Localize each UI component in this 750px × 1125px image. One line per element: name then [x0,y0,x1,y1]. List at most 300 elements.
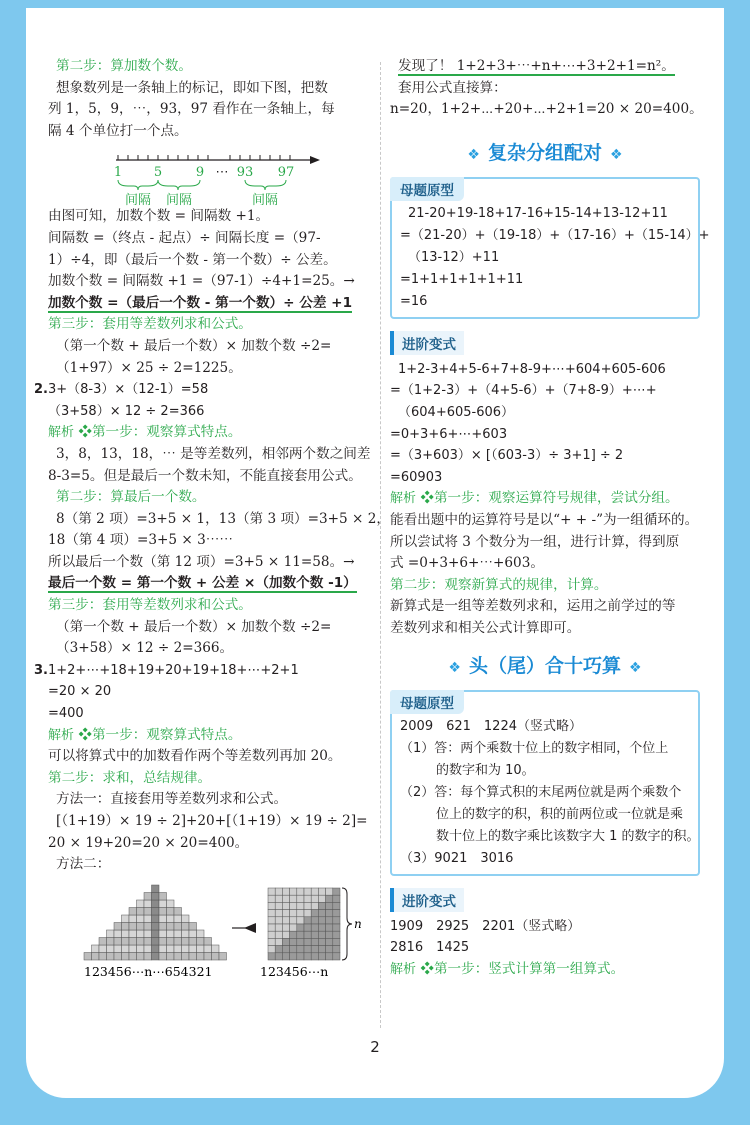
grid-cell [174,945,182,953]
page-number: 2 [370,1038,380,1056]
grid-cell [174,952,182,960]
box-line: （13-12）+11 [408,249,500,265]
grid-cell [159,900,167,908]
grid-cell [311,953,318,960]
grid-cell [182,945,190,953]
grid-cell [137,930,145,938]
grid-cell [297,945,304,952]
grid-cell [311,909,318,916]
grid-cell [189,922,197,930]
text-line: 由图可知，加数个数 = 间隔数 +1。 [48,208,270,225]
grid-cell [326,917,333,924]
grid-cell [290,945,297,952]
item-tag: （2） [400,784,435,800]
text-line: 差数列求和相关公式计算即可。 [390,619,581,636]
grid-cell [282,924,289,931]
grid-cell [282,931,289,938]
grid-cell [304,953,311,960]
grid-cell [326,924,333,931]
grid-cell [137,945,145,953]
grid-cell [268,945,275,952]
grid-cell [326,902,333,909]
discovery-formula: 发现了！ 1+2+3+⋯+n+⋯+3+2+1=n²。 [398,58,675,74]
answer-line: （3+58）× 12 ÷ 2=366 [48,403,205,419]
grid-cell [304,945,311,952]
grid-cell [297,917,304,924]
gap-label: 间隔 [124,193,152,207]
grid-cell [129,922,137,930]
grid-cell [152,892,160,900]
grid-cell [144,930,152,938]
grid-cell [182,952,190,960]
gap-label: 间隔 [251,193,279,207]
grid-cell [297,931,304,938]
grid-cell [159,907,167,915]
grid-cell [311,938,318,945]
grid-cell [326,909,333,916]
left-column: 第二步：算加数个数。 想象数列是一条轴上的标记，即如下图，把数 列 1，5，9，⋯，93，97 看作在一条轴上，每 隔 4 个单位打一个点。 1 5 9 ⋯ 93 97 间隔 间隔 间隔 由图可知，加数个数 = 间隔数 +1。 间隔数 =（终点 - 起点）÷ 间隔长度 =（97- 1）÷4，即（最后一个数 - 第一个数）÷ 公差。 加数个数 = 间隔数 +1 =（97-1）÷4+1=25。→ 加数个数 =（最后一个数 - 第一个数）÷ 公差 +1 第三步：套用等差数列求和公式。 （第一个数 + 最后一个数）× 加数个数 ÷2= （1+97）× 25 ÷ 2=1225。 2.3+（8-3）×（12-1）=58 （3+58）× 12 ÷ 2=366 解析 ❖第一步：观察算式特点。 3，8，13，18，⋯ 是等差数列，相邻两个数之间差 8-3=5。但是最后一个数未知，不能直接套用公式。 第二步：算最后一个数。 8（第 2 项）=3+5 × 1，13（第 3 项）=3+5 × 2， 18（第 4 项）=3+5 × 3⋯⋯ 所以最后一个数（第 12 项）=3+5 × 11=58。→ 最后一个数 = 第一个数 + 公差 ×（加数个数 -1） 第三步：套用等差数列求和公式。 （第一个数 + 最后一个数）× 加数个数 ÷2= （3+58）× 12 ÷ 2=366。 3.1+2+⋯+18+19+20+19+18+⋯+2+1 =20 × 20 =400 解析 ❖第一步：观察算式特点。 可以将算式中的加数看作两个等差数列再加 20。 第二步：求和，总结规律。 方法一：直接套用等差数列求和公式。 [（1+19）× 19 ÷ 2]+20+[（1+19）× 19 ÷ 2]= 20 × 19+20=20 × 20=400。 方法二： n 123456⋯n⋯654321 123456⋯n [34,58,390,979]
grid-cell [167,922,175,930]
right-column: 发现了！ 1+2+3+⋯+n+⋯+3+2+1=n²。 套用公式直接算： n=20，1+2+⋯+20+⋯+2+1=20 × 20=400。 ❖ 复杂分组配对 ❖ 母题原型 21-20+19-18+17-16+15-14+13-12+11 =（21-20）+（19-18）+（17-16）+（15-14）+ （13-12）+11 =1+1+1+1+1+11 =16 进阶变式 1+2-3+4+5-6+7+8-9+⋯+604+605-606 =（1+2-3）+（4+5-6）+（7+8-9）+⋯+ （604+605-606） =0+3+6+⋯+603 =（3+603）× [（603-3）÷ 3+1] ÷ 2 =60903 解析 ❖第一步：观察运算符号规律，尝试分组。 能看出题中的运算符号是以“+ + -”为一组循环的。 所以尝试将 3 个数分为一组，进行计算，得到原 式 =0+3+6+⋯+603。 第二步：观察新算式的规律，计算。 新算式是一组等差数列求和，运用之前学过的等 差数列求和相关公式计算即可。 ❖ 头（尾）合十巧算 ❖ 母题原型 2009 621 1224（竖式略） （1）答：两个乘数十位上的数字相同，个位上 的数字和为 10。 （2）答：每个算式积的末尾两位就是两个乘数个 位上的数字的积，积的前两位或一位就是乘 数十位上的数字乘比该数字大 1 的数字的积。 （3）9021 3016 进阶变式 1909 2925 2201（竖式略） 2816 1425 解析 ❖第一步：竖式计算第一组算式。 [390,58,710,977]
text-line: 套用公式直接算： [398,79,507,96]
grid-cell [99,945,107,953]
text-line: 18（第 4 项）=3+5 × 3⋯⋯ [48,532,233,549]
gap-label: 间隔 [165,193,193,207]
grid-cell [182,937,190,945]
grid-cell [318,924,325,931]
grid-cell [282,902,289,909]
grid-cell [304,909,311,916]
text-line: [（1+19）× 19 ÷ 2]+20+[（1+19）× 19 ÷ 2]= [56,813,368,829]
step-heading: 第一步：观察运算符号规律，尝试分组。 [433,490,679,507]
variant-line: 1909 2925 2201（竖式略） [390,918,581,934]
grid-cell [304,931,311,938]
grid-cell [311,924,318,931]
grid-cell [159,930,167,938]
box-line: =（21-20）+（19-18）+（17-16）+（15-14）+ [400,227,710,243]
square-caption: 123456⋯n [260,963,329,979]
grid-cell [144,900,152,908]
grid-cell [197,930,205,938]
grid-cell [204,937,212,945]
grid-cell [333,895,340,902]
grid-cell [152,952,160,960]
grid-cell [304,924,311,931]
grid-cell [167,930,175,938]
grid-cell [304,902,311,909]
grid-cell [304,938,311,945]
variant-line: （604+605-606） [398,404,515,420]
box-line: 位上的数字的积，积的前两位或一位就是乘 [436,806,684,822]
box-label: 母题原型 [390,690,464,714]
grid-cell [268,924,275,931]
box-label: 母题原型 [390,177,464,201]
diamond-icon: ❖ [629,659,642,676]
grid-cell [268,938,275,945]
grid-cell [167,900,175,908]
grid-cell [122,930,130,938]
text-line: 1）÷4，即（最后一个数 - 第一个数）÷ 公差。 [48,251,337,268]
grid-cell [290,938,297,945]
grid-cell [333,938,340,945]
grid-cell [318,895,325,902]
step-heading: 第三步：套用等差数列求和公式。 [48,597,252,614]
grid-cell [282,888,289,895]
box-line: 21-20+19-18+17-16+15-14+13-12+11 [408,205,668,221]
grid-cell [326,931,333,938]
grid-cell [152,907,160,915]
answer-line: =20 × 20 [48,684,112,700]
grid-cell [268,909,275,916]
text-line: 列 1，5，9，⋯，93，97 看作在一条轴上，每 [48,101,335,118]
answer-line: =400 [48,706,84,722]
text-line: 间隔数 =（终点 - 起点）÷ 间隔长度 =（97- [48,229,321,246]
analysis-label: 解析 [390,961,417,977]
analysis-label: 解析 [390,491,417,507]
grid-cell [290,924,297,931]
text-line: 8-3=5。但是最后一个数未知，不能直接套用公式。 [48,467,362,484]
grid-cell [189,937,197,945]
grid-cell [182,930,190,938]
grid-cell [152,885,160,893]
grid-cell [144,937,152,945]
grid-cell [167,907,175,915]
variant-tag: 进阶变式 [390,888,464,912]
column-divider [380,62,381,1028]
grid-cell [275,895,282,902]
grid-cell [333,917,340,924]
step-heading: 第二步：求和，总结规律。 [48,769,212,786]
grid-cell [275,938,282,945]
diamond-icon: ❖ [467,146,480,163]
grid-cell [137,952,145,960]
grid-cell [219,952,227,960]
grid-cell [326,953,333,960]
variant-line: 2816 1425 [390,940,470,956]
grid-cell [122,952,130,960]
staircase-figure [48,880,372,980]
n-label: n [354,916,362,931]
grid-cell [144,915,152,923]
grid-cell [275,945,282,952]
grid-cell [268,902,275,909]
grid-cell [318,938,325,945]
grid-cell [107,930,115,938]
grid-cell [197,937,205,945]
diamond-icon: ❖ [610,146,623,163]
grid-cell [99,937,107,945]
grid-cell [129,937,137,945]
grid-cell [318,953,325,960]
box-line: 数十位上的数字乘比该数字大 1 的数字的积。 [436,828,700,844]
axis-label: 9 [195,165,205,181]
grid-cell [290,917,297,924]
grid-cell [333,888,340,895]
grid-cell [282,945,289,952]
problem-number: 3. [34,662,48,678]
step-heading: 第一步：观察算式特点。 [91,726,242,743]
box-line: 答：每个算式积的末尾两位就是两个乘数个 [434,784,682,800]
grid-cell [290,953,297,960]
grid-cell [268,917,275,924]
grid-cell [137,907,145,915]
grid-cell [311,888,318,895]
grid-cell [290,909,297,916]
variant-line: =60903 [390,469,443,485]
variant-line: =0+3+6+⋯+603 [390,426,508,442]
grid-cell [159,952,167,960]
grid-cell [304,888,311,895]
grid-cell [275,917,282,924]
axis-label: ⋯ [215,165,229,181]
grid-cell [204,952,212,960]
grid-cell [114,922,122,930]
grid-cell [129,952,137,960]
text-line: 方法一：直接套用等差数列求和公式。 [56,791,288,808]
text-line: 可以将算式中的加数看作两个等差数列再加 20。 [48,748,342,765]
grid-cell [297,909,304,916]
grid-cell [107,937,115,945]
grid-cell [326,938,333,945]
variant-line: =（3+603）× [（603-3）÷ 3+1] ÷ 2 [390,448,624,464]
grid-cell [152,922,160,930]
grid-cell [311,945,318,952]
text-line: 隔 4 个单位打一个点。 [48,122,188,139]
analysis-label: 解析 [48,425,75,441]
grid-cell [311,895,318,902]
problem-number: 2. [34,382,48,398]
grid-cell [159,915,167,923]
grid-cell [311,931,318,938]
grid-cell [137,900,145,908]
grid-cell [297,938,304,945]
grid-cell [107,952,115,960]
box-line: 2009 621 1224（竖式略） [400,718,582,734]
grid-cell [282,909,289,916]
variant-line: 1+2-3+4+5-6+7+8-9+⋯+604+605-606 [398,361,666,377]
text-line: 方法二： [56,856,111,873]
grid-cell [333,945,340,952]
grid-cell [290,895,297,902]
grid-cell [318,917,325,924]
grid-cell [275,931,282,938]
grid-cell [282,938,289,945]
axis-label: 5 [153,165,163,181]
grid-cell [297,924,304,931]
square-grid [268,888,340,960]
prototype-box [390,690,700,876]
grid-cell [275,924,282,931]
discovery-line [390,56,700,78]
grid-cell [268,953,275,960]
grid-cell [311,902,318,909]
grid-cell [297,888,304,895]
grid-cell [152,915,160,923]
grid-cell [204,945,212,953]
box-line: 答：两个乘数十位上的数字相同，个位上 [434,740,669,756]
triangle-grid [84,885,227,960]
grid-cell [290,931,297,938]
grid-cell [333,909,340,916]
grid-cell [174,922,182,930]
box-line: =16 [400,293,428,309]
grid-cell [268,888,275,895]
grid-cell [122,922,130,930]
text-line: 新算式是一组等差数列求和，运用之前学过的等 [390,598,676,615]
text-line: 20 × 19+20=20 × 20=400。 [48,834,249,851]
grid-cell [318,931,325,938]
grid-cell [144,945,152,953]
grid-cell [268,931,275,938]
grid-cell [326,895,333,902]
grid-cell [152,945,160,953]
grid-cell [129,915,137,923]
grid-cell [304,917,311,924]
grid-cell [114,952,122,960]
grid-cell [197,945,205,953]
grid-cell [197,952,205,960]
grid-cell [189,930,197,938]
step-heading: 第一步：观察算式特点。 [91,424,242,441]
grid-cell [268,895,275,902]
grid-cell [275,902,282,909]
axis-label: 93 [236,165,254,181]
grid-cell [318,945,325,952]
grid-cell [318,902,325,909]
grid-cell [144,892,152,900]
grid-cell [182,922,190,930]
text-line: 所以最后一个数（第 12 项）=3+5 × 11=58。→ [48,553,355,570]
text-line: 所以尝试将 3 个数分为一组，进行计算，得到原 [390,533,680,550]
grid-cell [333,953,340,960]
triangle-caption: 123456⋯n⋯654321 [84,963,213,979]
grid-cell [114,937,122,945]
step-heading: 第一步：竖式计算第一组算式。 [433,960,625,977]
grid-cell [275,953,282,960]
number-axis-figure [48,142,372,206]
grid-cell [174,937,182,945]
grid-cell [333,931,340,938]
grid-cell [114,945,122,953]
grid-cell [189,945,197,953]
grid-cell [174,930,182,938]
text-line: （第一个数 + 最后一个数）× 加数个数 ÷2= [56,618,332,635]
grid-cell [275,888,282,895]
grid-cell [99,952,107,960]
text-line: （1+97）× 25 ÷ 2=1225。 [56,359,242,376]
answer-line: 1+2+⋯+18+19+20+19+18+⋯+2+1 [48,662,299,678]
box-line: =1+1+1+1+1+11 [400,271,524,287]
grid-cell [114,930,122,938]
text-line: 3，8，13，18，⋯ 是等差数列，相邻两个数之间差 [56,445,371,462]
grid-cell [174,915,182,923]
grid-cell [333,902,340,909]
grid-cell [129,907,137,915]
grid-cell [297,895,304,902]
grid-cell [152,900,160,908]
grid-cell [333,924,340,931]
text-line: 式 =0+3+6+⋯+603。 [390,555,544,572]
grid-cell [129,930,137,938]
grid-cell [275,909,282,916]
grid-cell [107,945,115,953]
text-line: （3+58）× 12 ÷ 2=366。 [56,640,234,657]
step-heading: 第二步：算最后一个数。 [56,489,206,506]
grid-cell [129,945,137,953]
diamond-icon: ❖ [448,659,461,676]
grid-cell [318,888,325,895]
step-heading: 第三步：套用等差数列求和公式。 [48,316,252,333]
grid-cell [137,922,145,930]
grid-cell [212,945,220,953]
item-tag: （1） [400,740,435,756]
grid-cell [212,952,220,960]
grid-cell [182,915,190,923]
axis-label: 1 [113,165,123,181]
grid-cell [92,945,100,953]
formula-highlight: 加数个数 =（最后一个数 - 第一个数）÷ 公差 +1 [48,294,353,311]
grid-cell [282,953,289,960]
grid-cell [326,888,333,895]
step-heading: 第二步：观察新算式的规律，计算。 [390,576,608,593]
grid-cell [159,892,167,900]
grid-cell [189,952,197,960]
box-line: 的数字和为 10。 [436,762,535,778]
grid-cell [152,937,160,945]
grid-cell [290,902,297,909]
step-heading: 第二步：算加数个数。 [56,58,192,74]
answer-line: 3+（8-3）×（12-1）=58 [48,382,209,398]
grid-cell [84,952,92,960]
grid-cell [290,888,297,895]
grid-cell [282,917,289,924]
formula-highlight: 最后一个数 = 第一个数 + 公差 ×（加数个数 -1） [48,575,357,592]
text-line: （第一个数 + 最后一个数）× 加数个数 ÷2= [56,337,332,354]
grid-cell [144,922,152,930]
grid-cell [167,915,175,923]
grid-cell [122,945,130,953]
grid-cell [122,937,130,945]
variant-line: =（1+2-3）+（4+5-6）+（7+8-9）+⋯+ [390,383,657,399]
grid-cell [167,945,175,953]
grid-cell [144,907,152,915]
grid-cell [297,953,304,960]
grid-cell [152,930,160,938]
text-line: 想象数列是一条轴上的标记，即如下图，把数 [56,79,328,96]
variant-tag: 进阶变式 [390,331,464,355]
text-line: 8（第 2 项）=3+5 × 1，13（第 3 项）=3+5 × 2， [56,510,390,527]
grid-cell [144,952,152,960]
grid-cell [304,895,311,902]
grid-cell [167,937,175,945]
text-line: 加数个数 = 间隔数 +1 =（97-1）÷4+1=25。→ [48,273,355,290]
text-line: 能看出题中的运算符号是以“+ + -”为一组循环的。 [390,511,699,528]
prototype-box [390,177,710,319]
grid-cell [318,909,325,916]
grid-cell [159,937,167,945]
grid-cell [92,952,100,960]
grid-cell [282,895,289,902]
grid-cell [159,922,167,930]
grid-cell [137,915,145,923]
axis-label: 97 [277,165,295,181]
section-title: ❖ 头（尾）合十巧算 ❖ [448,654,642,677]
box-line: （3）9021 3016 [400,850,514,866]
grid-cell [122,915,130,923]
grid-cell [174,907,182,915]
analysis-label: 解析 [48,727,75,743]
grid-cell [311,917,318,924]
